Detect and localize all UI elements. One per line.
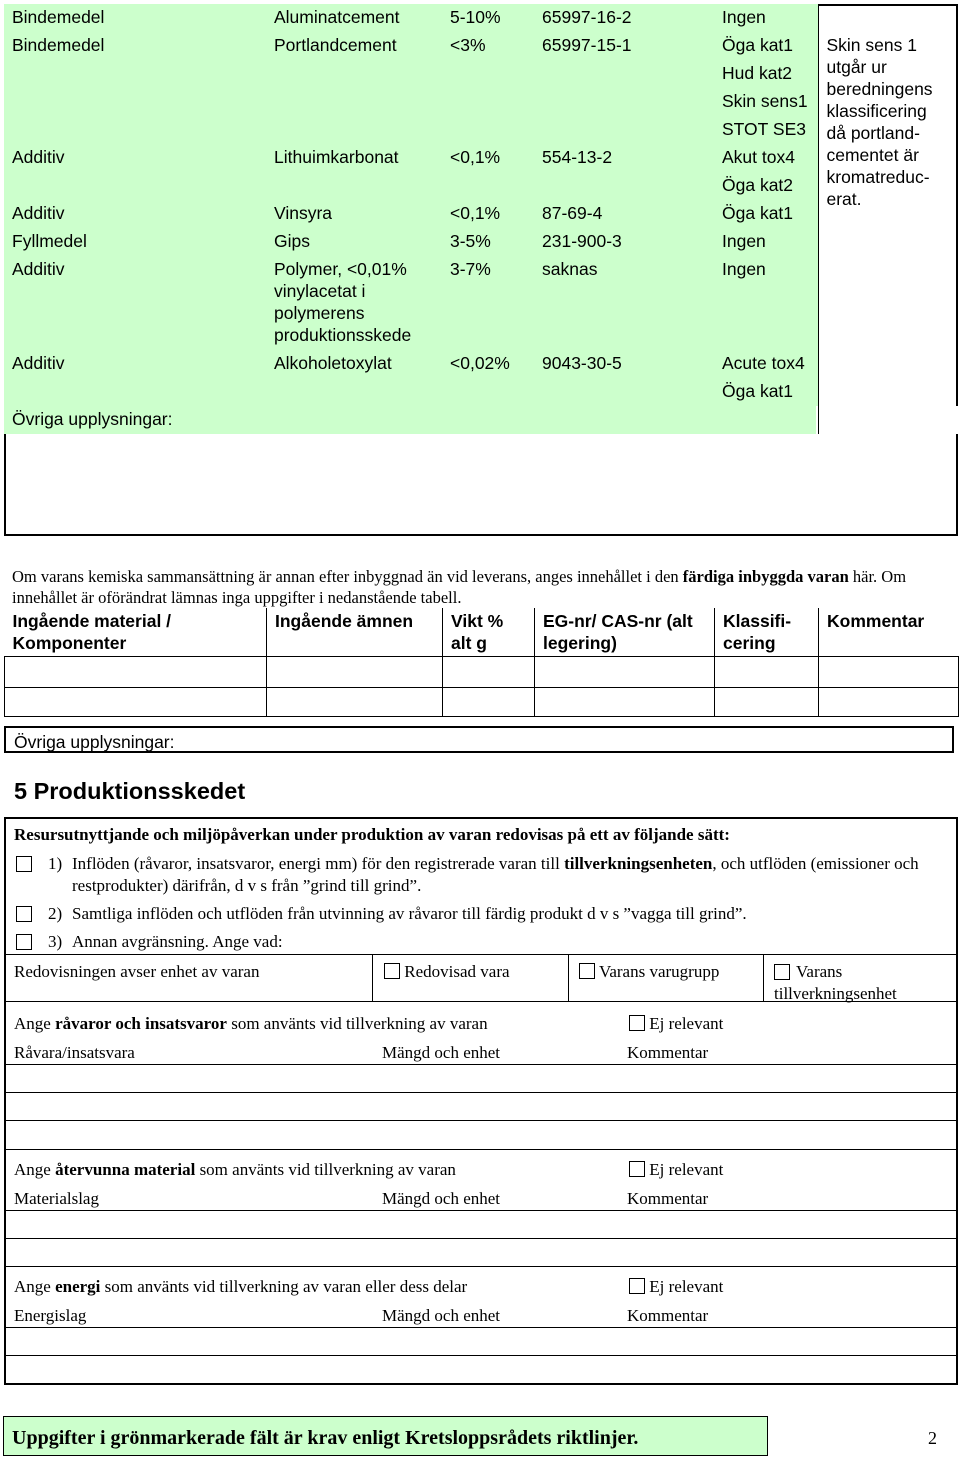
energy-col-type: Energislag bbox=[14, 1306, 87, 1325]
weight-cell[interactable]: 3-7% bbox=[442, 256, 534, 350]
substance-cell[interactable]: Gips bbox=[266, 228, 442, 256]
weight-cell[interactable]: 5-10% bbox=[442, 4, 534, 32]
other-info-label: Övriga upplysningar: bbox=[14, 732, 175, 752]
material-table-header: EG-nr/ CAS-nr (alt legering) bbox=[535, 608, 715, 657]
material-table-header: Vikt % alt g bbox=[443, 608, 535, 657]
composition-row bbox=[4, 144, 958, 200]
footer-note: Uppgifter i grönmarkerade fält är krav enligt Kretsloppsrådets riktlinjer. bbox=[3, 1416, 768, 1456]
classification-cell[interactable]: Öga kat1 bbox=[714, 200, 818, 228]
raw-col-material: Råvara/insatsvara bbox=[14, 1043, 135, 1062]
weight-cell[interactable]: <3% bbox=[442, 32, 534, 144]
other-info-field-2[interactable] bbox=[4, 726, 954, 753]
substance-cell[interactable]: Vinsyra bbox=[266, 200, 442, 228]
built-in-intro: Om varans kemiska sammansättning är annan efter inbyggnad än vid leverans, anges innehållet i den färdiga inbyggda varan här. Om innehållet är oförändrat lämnas inga uppgifter i nedanstående tabell. bbox=[12, 567, 907, 607]
classification-cell[interactable]: Akut tox4 Öga kat2 bbox=[714, 144, 818, 200]
raw-col-amount: Mängd och enhet bbox=[382, 1043, 501, 1062]
recycled-prompt: Ange återvunna material som använts vid tillverkning av varan bbox=[14, 1160, 456, 1179]
cas-cell[interactable]: 554-13-2 bbox=[534, 144, 714, 200]
cas-cell[interactable]: 9043-30-5 bbox=[534, 350, 714, 406]
substance-cell[interactable]: Portlandcement bbox=[266, 32, 442, 144]
vline bbox=[372, 954, 373, 1001]
classification-cell[interactable]: Ingen bbox=[714, 228, 818, 256]
recycled-col-comment: Kommentar bbox=[627, 1189, 709, 1208]
composition-row bbox=[4, 228, 958, 256]
production-section: Resursutnyttjande och miljöpåverkan under produktion av varan redovisas på ett av följande sätt: 1) Inflöden (råvaror, insatsvaror, energi mm) för den registrerade varan till tillverkningsenheten, och utflöden (emissioner och restprodukter) därifrån, d v s från ”grind till grind”. 2) Samtliga inflöden och utflöden från utvinning av råvaror till färdig produkt d v s ”vagga till grind”. 3) Annan avgränsning. Ange vad: Redovisningen avser enhet av varan Redovisad vara Varans varugrupp Varans tillverkningsenhet Ange råvaror och insatsvaror som använts vid tillverkning av varan Ej relevant Råvara/insatsvara Mängd och enhet Kommentar Ange återvunna material som använts vid tillverkning av varan Ej relevant Materialslag Mängd och enhet Kommentar Ange energi som använts vid tillverkning av varan eller dess delar Ej relevant Energislag Mängd och enhet Kommentar bbox=[4, 817, 958, 1385]
recycled-not-relevant-checkbox[interactable] bbox=[629, 1161, 645, 1177]
composition-comment: Skin sens 1 utgår ur beredningens klassificering då portland-cementet är kromatreduc-erat. bbox=[826, 35, 933, 209]
substance-cell[interactable] bbox=[267, 688, 443, 717]
option-3-checkbox[interactable] bbox=[16, 934, 32, 950]
raw-not-relevant[interactable]: Ej relevant bbox=[629, 1013, 723, 1035]
production-lead: Resursutnyttjande och miljöpåverkan under produktion av varan redovisas på ett av följande sätt: bbox=[14, 825, 730, 844]
unit-plant-checkbox[interactable] bbox=[774, 964, 790, 980]
raw-col-comment: Kommentar bbox=[627, 1043, 709, 1062]
divider bbox=[6, 1238, 956, 1239]
material-cell[interactable] bbox=[5, 657, 267, 688]
substance-cell[interactable]: Lithuimkarbonat bbox=[266, 144, 442, 200]
classification-cell[interactable]: Ingen bbox=[714, 256, 818, 350]
weight-cell[interactable] bbox=[443, 657, 535, 688]
option-2-checkbox[interactable] bbox=[16, 906, 32, 922]
cas-cell[interactable]: 87-69-4 bbox=[534, 200, 714, 228]
divider bbox=[6, 1210, 956, 1211]
energy-col-comment: Kommentar bbox=[627, 1306, 709, 1325]
unit-option-group[interactable]: Varans varugrupp bbox=[579, 961, 719, 983]
type-cell[interactable]: Fyllmedel bbox=[4, 228, 266, 256]
composition-row bbox=[4, 4, 958, 32]
divider bbox=[6, 1001, 956, 1002]
weight-cell[interactable]: <0,02% bbox=[442, 350, 534, 406]
energy-not-relevant[interactable]: Ej relevant bbox=[629, 1276, 723, 1298]
recycled-col-amount: Mängd och enhet bbox=[382, 1189, 501, 1208]
recycled-not-relevant[interactable]: Ej relevant bbox=[629, 1159, 723, 1181]
raw-materials-prompt: Ange råvaror och insatsvaror som använts vid tillverkning av varan bbox=[14, 1014, 488, 1033]
raw-not-relevant-checkbox[interactable] bbox=[629, 1015, 645, 1031]
other-info-field-1[interactable] bbox=[4, 406, 958, 434]
type-cell[interactable]: Additiv bbox=[4, 256, 266, 350]
divider bbox=[6, 1092, 956, 1093]
divider bbox=[6, 1355, 956, 1356]
classification-cell[interactable]: Öga kat1 Hud kat2 Skin sens1 STOT SE3 bbox=[714, 32, 818, 144]
divider bbox=[6, 1120, 956, 1121]
classification-cell[interactable]: Ingen bbox=[714, 4, 818, 32]
material-cell[interactable] bbox=[5, 688, 267, 717]
type-cell[interactable]: Bindemedel bbox=[4, 4, 266, 32]
option-1-checkbox[interactable] bbox=[16, 856, 32, 872]
divider bbox=[6, 1266, 956, 1267]
type-cell[interactable]: Bindemedel bbox=[4, 32, 266, 144]
energy-col-amount: Mängd och enhet bbox=[382, 1306, 501, 1325]
vline bbox=[763, 954, 764, 1001]
substance-cell[interactable]: Aluminatcement bbox=[266, 4, 442, 32]
unit-label: Redovisningen avser enhet av varan bbox=[14, 962, 260, 981]
unit-group-checkbox[interactable] bbox=[579, 963, 595, 979]
cas-cell[interactable]: 65997-15-1 bbox=[534, 32, 714, 144]
divider bbox=[6, 1149, 956, 1150]
weight-cell[interactable]: <0,1% bbox=[442, 200, 534, 228]
type-cell[interactable]: Additiv bbox=[4, 350, 266, 406]
weight-cell[interactable] bbox=[443, 688, 535, 717]
substance-cell[interactable]: Alkoholetoxylat bbox=[266, 350, 442, 406]
classification-cell[interactable]: Acute tox4 Öga kat1 bbox=[714, 350, 818, 406]
weight-cell[interactable]: <0,1% bbox=[442, 144, 534, 200]
substance-cell[interactable]: Polymer, <0,01% vinylacetat i polymerens produktionsskede bbox=[266, 256, 442, 350]
cas-cell[interactable]: 65997-16-2 bbox=[534, 4, 714, 32]
material-table bbox=[4, 608, 959, 717]
composition-row bbox=[4, 350, 958, 406]
type-cell[interactable]: Additiv bbox=[4, 144, 266, 200]
composition-row bbox=[4, 200, 958, 228]
classification-cell[interactable] bbox=[715, 688, 819, 717]
unit-product-checkbox[interactable] bbox=[384, 963, 400, 979]
recycled-col-material: Materialslag bbox=[14, 1189, 99, 1208]
material-table-header: Kommentar bbox=[819, 608, 959, 657]
material-table-header: Ingående material / Komponenter bbox=[5, 608, 267, 657]
divider bbox=[6, 954, 956, 955]
comment-cell[interactable] bbox=[818, 4, 958, 32]
weight-cell[interactable]: 3-5% bbox=[442, 228, 534, 256]
composition-row bbox=[4, 256, 958, 350]
cas-cell[interactable] bbox=[535, 688, 715, 717]
cas-cell[interactable]: saknas bbox=[534, 256, 714, 350]
composition-row bbox=[4, 32, 958, 144]
comment-cell[interactable] bbox=[818, 32, 958, 434]
energy-not-relevant-checkbox[interactable] bbox=[629, 1278, 645, 1294]
substance-cell[interactable] bbox=[267, 657, 443, 688]
section-title: 5 Produktionsskedet bbox=[14, 778, 246, 804]
comment-cell[interactable] bbox=[819, 657, 959, 688]
divider bbox=[6, 1064, 956, 1065]
comment-cell[interactable] bbox=[819, 688, 959, 717]
composition-table bbox=[4, 4, 958, 434]
page-number: 2 bbox=[928, 1428, 937, 1448]
divider bbox=[6, 1327, 956, 1328]
built-in-composition-section bbox=[4, 566, 958, 717]
unit-option-product[interactable]: Redovisad vara bbox=[384, 961, 510, 983]
material-table-header: Klassifi-cering bbox=[715, 608, 819, 657]
cas-cell[interactable]: 231-900-3 bbox=[534, 228, 714, 256]
classification-cell[interactable] bbox=[715, 657, 819, 688]
type-cell[interactable]: Additiv bbox=[4, 200, 266, 228]
other-info-label: Övriga upplysningar: bbox=[12, 409, 173, 429]
material-table-header: Ingående ämnen bbox=[267, 608, 443, 657]
cas-cell[interactable] bbox=[535, 657, 715, 688]
unit-option-plant[interactable]: Varans tillverkningsenhet bbox=[774, 962, 897, 1003]
energy-prompt: Ange energi som använts vid tillverkning av varan eller dess delar bbox=[14, 1277, 468, 1296]
vline bbox=[568, 954, 569, 1001]
